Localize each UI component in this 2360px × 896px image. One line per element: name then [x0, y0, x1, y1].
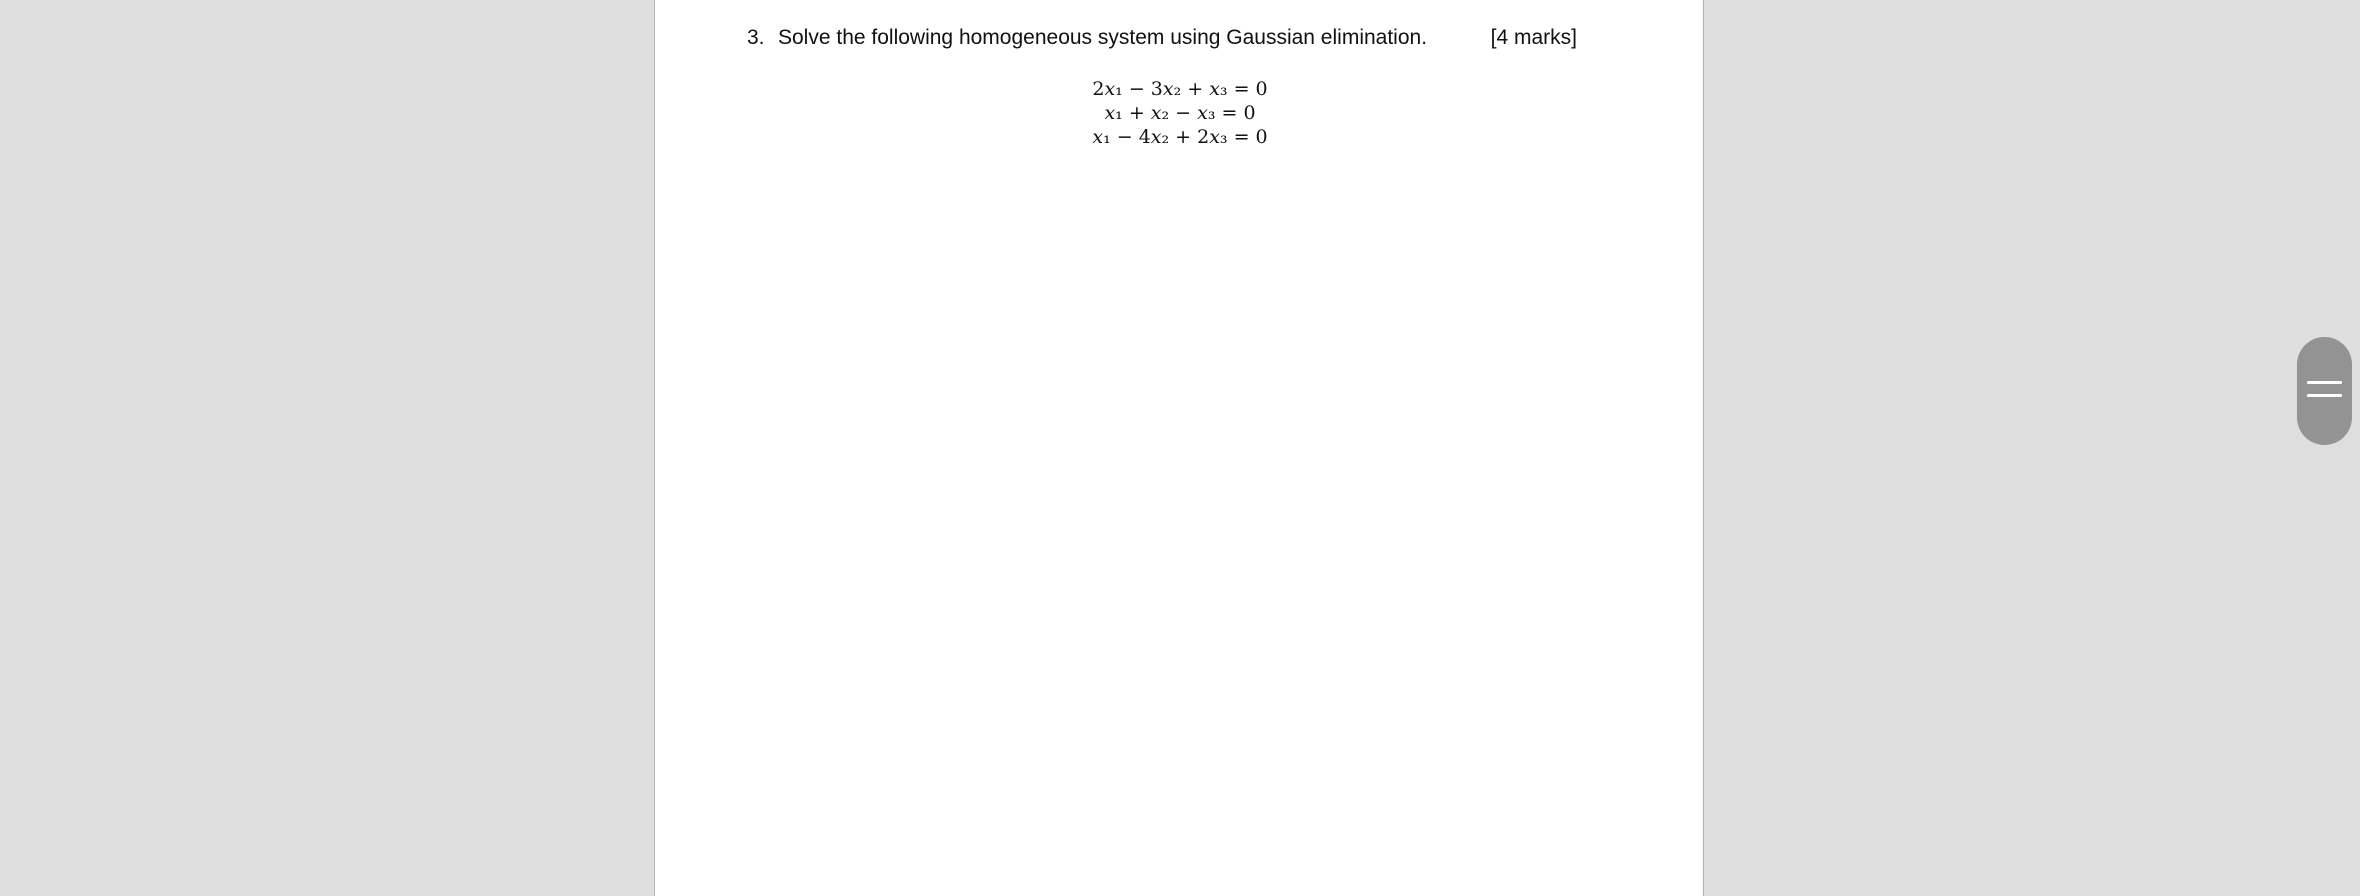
question-marks: [4 marks] [1490, 26, 1577, 49]
equation-3: 𝑥₁ − 4𝑥₂ + 2𝑥₃ = 0 [1092, 126, 1268, 148]
equation-1: 2𝑥₁ − 3𝑥₂ + 𝑥₃ = 0 [1092, 78, 1268, 100]
scroll-handle[interactable] [2297, 337, 2352, 445]
drag-handle-icon [2307, 394, 2342, 397]
question-row [747, 26, 1577, 56]
drag-handle-icon [2307, 381, 2342, 384]
equation-2: 𝑥₁ + 𝑥₂ − 𝑥₃ = 0 [1104, 102, 1256, 124]
question-number: 3. [747, 26, 765, 49]
document-page[interactable] [654, 0, 1704, 896]
equation-system [655, 77, 1705, 149]
question-text: Solve the following homogeneous system using Gaussian elimination. [778, 26, 1428, 49]
